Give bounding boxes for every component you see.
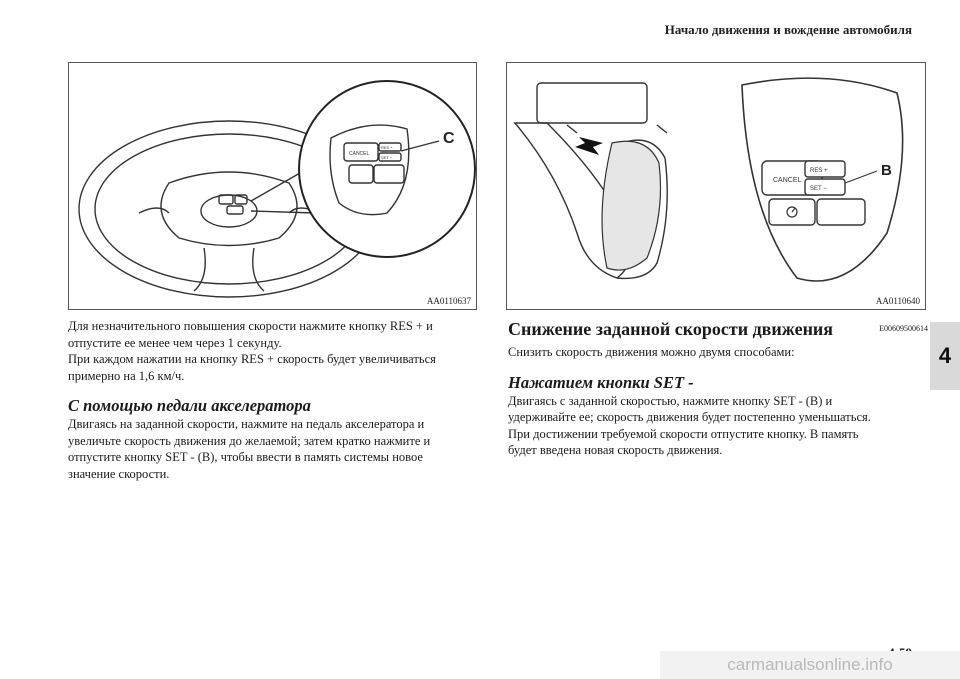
figure-code-left: AA0110637 <box>426 296 471 306</box>
paragraph-line: При каждом нажатии на кнопку RES + скорость будет увеличиваться <box>68 352 436 366</box>
zoom-cancel-label: CANCEL <box>349 151 370 157</box>
figure-pedal-and-buttons <box>506 62 926 310</box>
watermark: carmanualsonline.info <box>660 651 960 679</box>
button-res-label: RES + <box>810 168 828 174</box>
callout-letter-c: C <box>443 130 455 147</box>
paragraph-line: удерживайте ее; скорость движения будет постепенно уменьшаться. <box>508 410 871 424</box>
button-cancel-label: CANCEL <box>773 177 802 184</box>
zoom-set-label: SET − <box>381 155 393 160</box>
paragraph-line: будет введена новая скорость движения. <box>508 443 723 457</box>
chapter-number: 4 <box>938 343 952 368</box>
intro-line: Снизить скорость движения можно двумя способами: <box>508 345 795 359</box>
subheading-accelerator: С помощью педали акселератора <box>68 396 311 415</box>
paragraph-line: При достижении требуемой скорости отпустите кнопку. В память <box>508 426 859 441</box>
paragraph-line: отпустите кнопку SET - (B), чтобы ввести в память системы новое <box>68 450 423 464</box>
section-code: E00609500614 <box>879 324 928 333</box>
page-header-title: Начало движения и вождение автомобиля <box>664 22 912 37</box>
zoom-res-label: RES + <box>381 145 393 150</box>
right-column <box>508 318 928 459</box>
section-heading <box>508 318 928 340</box>
paragraph-line: Для незначительного повышения скорости нажмите кнопку RES + и <box>68 319 433 333</box>
subheading-set-button: Нажатием кнопки SET - <box>508 372 694 392</box>
chapter-tab <box>930 322 960 390</box>
left-column <box>68 318 478 482</box>
paragraph-line: увеличьте скорость движения до желаемой; затем кратко нажмите и <box>68 433 431 448</box>
paragraph-line: Двигаясь с заданной скоростью, нажмите кнопку SET - (B) и <box>508 393 833 408</box>
button-set-label: SET − <box>810 186 827 192</box>
callout-letter-b: B <box>881 162 892 179</box>
section-heading-text: Снижение заданной скорости движения <box>508 319 834 339</box>
figure-code-right: AA0110640 <box>875 296 920 306</box>
paragraph-line: отпустите ее менее чем через 1 секунду. <box>68 335 282 350</box>
steering-wheel-illustration <box>69 63 476 309</box>
pedal-illustration <box>507 63 925 309</box>
paragraph-line: примерно на 1,6 км/ч. <box>68 368 185 383</box>
figure-steering-wheel <box>68 62 477 310</box>
paragraph-line: значение скорости. <box>68 466 170 481</box>
paragraph-line: Двигаясь на заданной скорости, нажмите на педаль акселератора и <box>68 417 425 431</box>
